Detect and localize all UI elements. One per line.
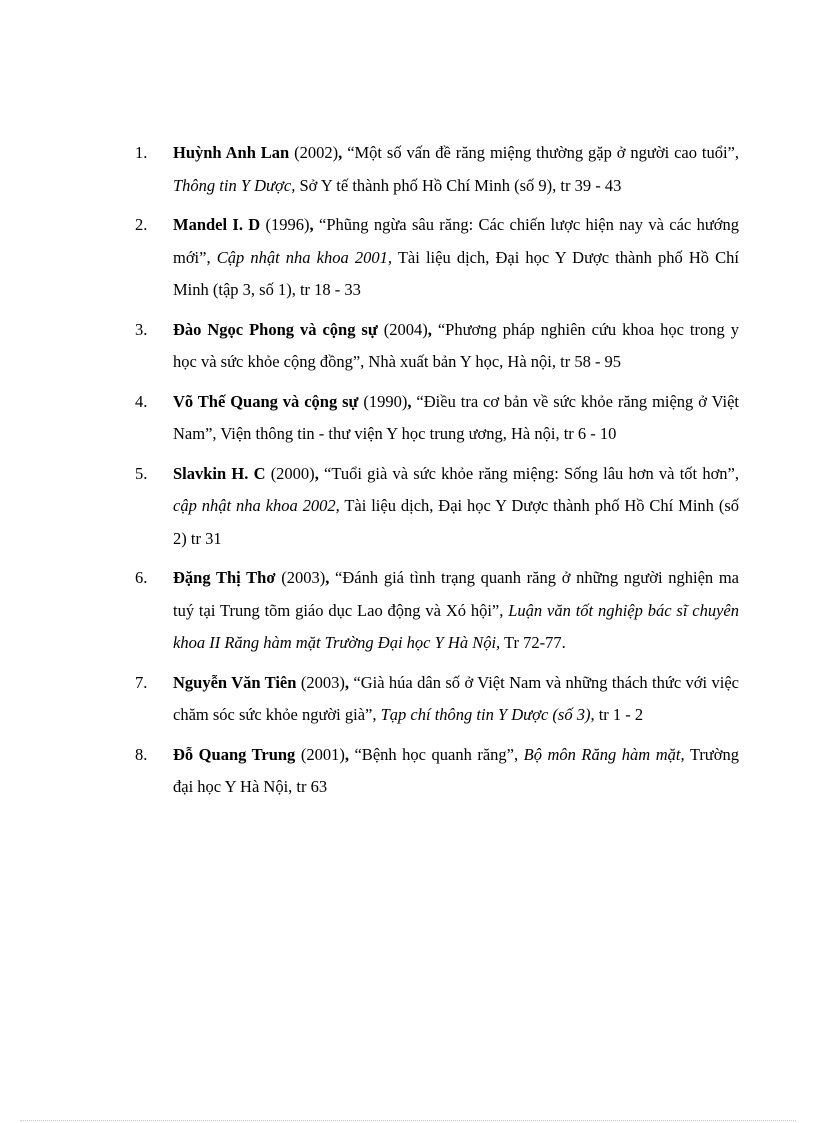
reference-author: Đặng Thị Thơ: [173, 568, 276, 587]
reference-item: [135, 314, 739, 379]
reference-title: “Đánh giá tình trạng quanh răng ở những người nghiện ma tuý tại Trung tõm giáo dục Lao động và Xó hội”,: [173, 568, 740, 620]
reference-separator: ,: [407, 391, 417, 411]
reference-title: “Phương pháp nghiên cứu khoa học trong y học và sức khỏe cộng đồng”, Nhà xuất bản Y học, Hà nội, tr 58 - 95: [173, 319, 739, 371]
reference-author: Đỗ Quang Trung: [173, 744, 296, 764]
reference-separator: ,: [314, 463, 325, 483]
reference-separator: ,: [338, 143, 348, 162]
reference-year: (2003): [275, 568, 326, 587]
reference-title: “Già húa dân số ở Việt Nam và những thách thức với việc chăm sóc sức khỏe người già”,: [173, 672, 739, 724]
reference-number: 5.: [135, 463, 148, 483]
reference-title: “Điều tra cơ bản về sức khỏe răng miệng ở Việt Nam”, Viện thông tin - thư viện Y học trung ương, Hà nội, tr 6 - 10: [173, 391, 739, 443]
reference-year: (1990): [358, 391, 408, 411]
reference-item: [135, 137, 739, 202]
reference-details: Sở Y tế thành phố Hồ Chí Minh (số 9), tr 39 - 43: [295, 175, 622, 195]
reference-author: Mandel I. D: [173, 215, 261, 234]
reference-separator: ,: [427, 319, 438, 339]
reference-year: (2003): [296, 672, 345, 692]
reference-separator: ,: [344, 672, 354, 692]
page-bottom-divider: [20, 1120, 796, 1121]
reference-title: “Bệnh học quanh răng”,: [354, 744, 524, 764]
reference-journal: Tạp chí thông tin Y Dược (số 3): [380, 705, 591, 724]
reference-item: [135, 386, 739, 451]
reference-year: (2001): [295, 744, 345, 764]
reference-details: Tr 72-77.: [500, 633, 566, 652]
reference-year: (2002): [289, 143, 339, 162]
reference-details: , Trường đại học Y Hà Nội, tr 63: [173, 744, 739, 796]
reference-year: (2000): [265, 463, 315, 483]
reference-journal: Thông tin Y Dược,: [173, 175, 296, 195]
reference-item: [135, 458, 739, 556]
reference-journal: Bộ môn Răng hàm mặt: [523, 744, 681, 764]
reference-author: Võ Thế Quang và cộng sự: [173, 391, 359, 411]
reference-number: 4.: [135, 391, 148, 411]
reference-title: “Phũng ngừa sâu răng: Các chiến lược hiện nay và các hướng mới”,: [173, 215, 739, 267]
reference-separator: ,: [309, 215, 320, 234]
reference-number: 6.: [135, 568, 148, 587]
reference-number: 7.: [135, 672, 148, 692]
reference-item: [135, 562, 739, 660]
reference-item: [135, 739, 739, 804]
reference-details: , tr 1 - 2: [590, 705, 644, 724]
reference-number: 3.: [135, 319, 148, 339]
reference-number: 8.: [135, 744, 148, 764]
reference-item: [135, 667, 739, 732]
reference-year: (2004): [377, 319, 428, 339]
reference-details: Tài liệu dịch, Đại học Y Dược thành phố Hồ Chí Minh (tập 3, số 1), tr 18 - 33: [173, 247, 740, 299]
reference-author: Đào Ngọc Phong và cộng sự: [173, 319, 378, 339]
reference-author: Huỳnh Anh Lan: [173, 143, 290, 162]
reference-number: 2.: [135, 215, 148, 234]
reference-year: (1996): [260, 215, 310, 234]
reference-author: Nguyễn Văn Tiên: [173, 672, 297, 692]
reference-separator: ,: [325, 568, 336, 587]
reference-journal: Luận văn tốt nghiệp bác sĩ chuyên khoa II Răng hàm mặt Trường Đại học Y Hà Nội,: [173, 600, 739, 652]
reference-journal: Cập nhật nha khoa 2001,: [216, 247, 393, 267]
reference-title: “Một số vấn đề răng miệng thường gặp ở người cao tuổi”,: [347, 143, 739, 162]
reference-item: [135, 209, 739, 307]
reference-list: [135, 137, 739, 811]
reference-details: Tài liệu dịch, Đại học Y Dược thành phố Hồ Chí Minh (số 2) tr 31: [173, 496, 739, 548]
reference-journal: cập nhật nha khoa 2002,: [173, 496, 340, 515]
reference-separator: ,: [344, 744, 355, 764]
reference-title: “Tuổi già và sức khỏe răng miệng: Sống lâu hơn và tốt hơn”,: [324, 463, 739, 483]
reference-number: 1.: [135, 143, 148, 162]
reference-author: Slavkin H. C: [173, 463, 266, 483]
